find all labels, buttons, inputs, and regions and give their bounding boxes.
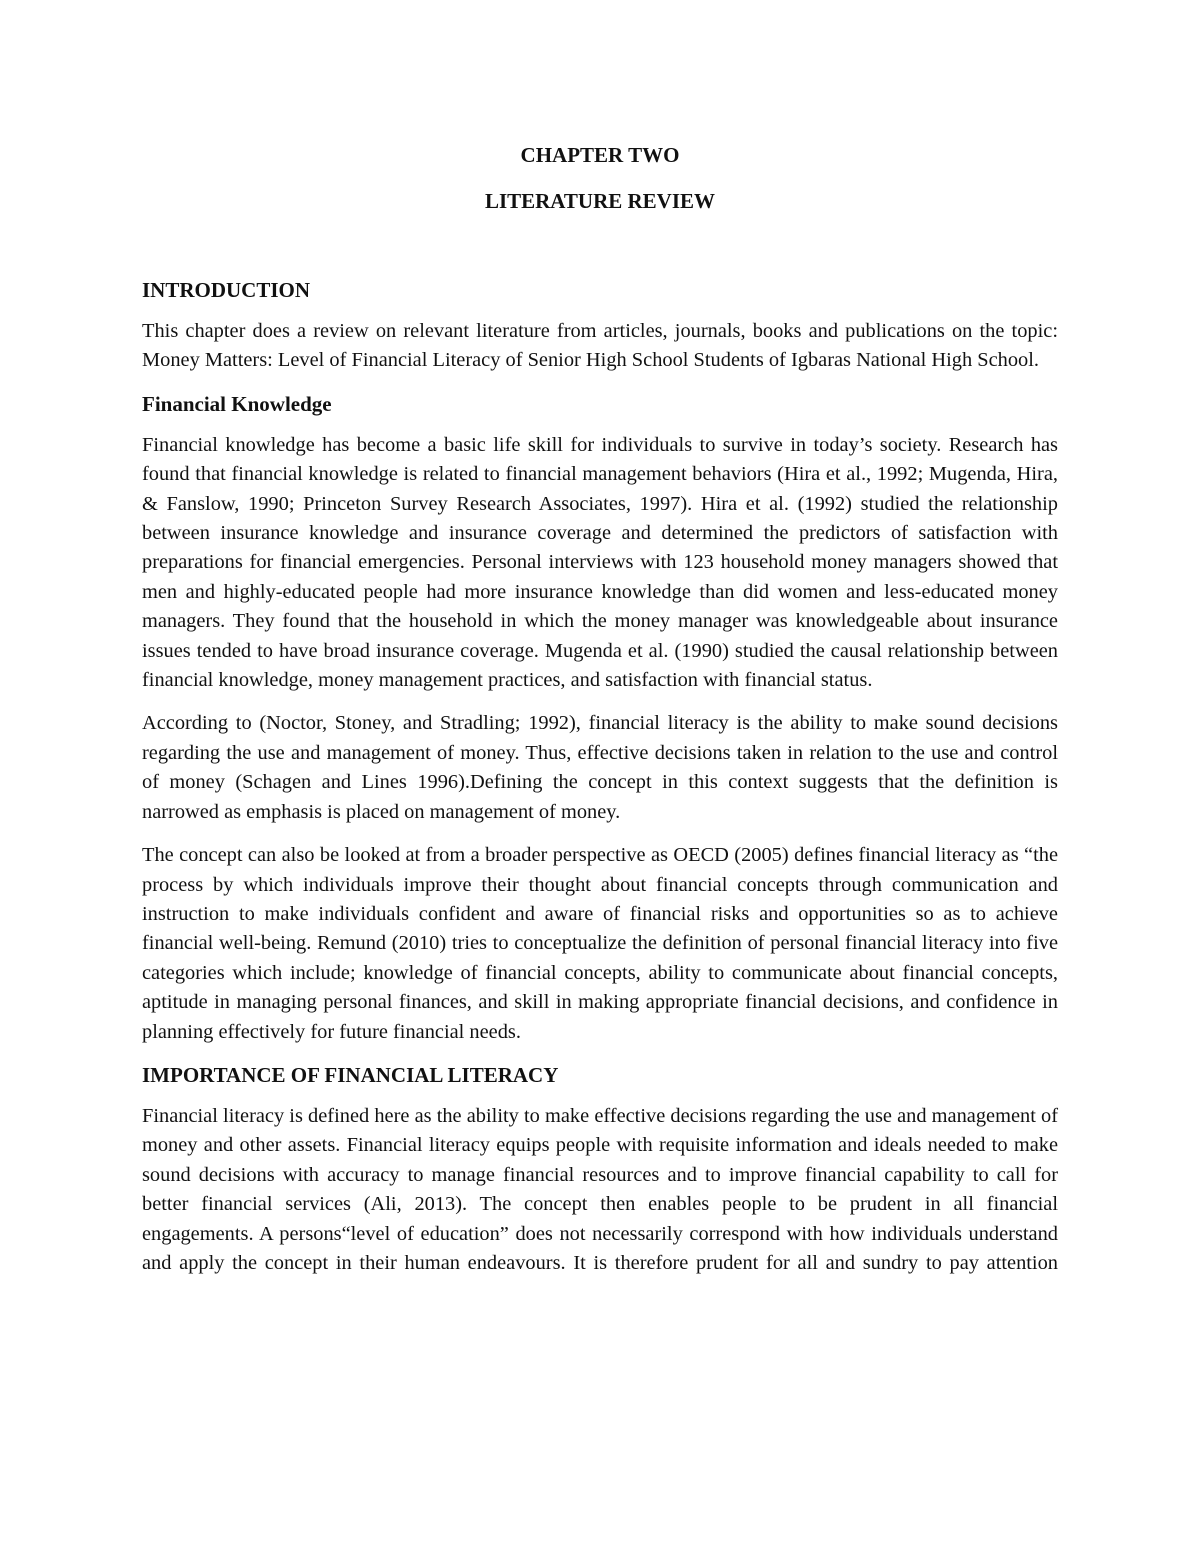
chapter-subtitle: LITERATURE REVIEW	[484, 189, 716, 213]
paragraph: According to (Noctor, Stoney, and Stradling; 1992), financial literacy is the ability to make sound decisions regarding the use and management of money. Thus, effective decisions taken in relation to the use and control of money (Schagen and Lines 1996).Defining the concept in this context suggests that the definition is narrowed as emphasis is placed on management of money.	[142, 712, 1058, 823]
document-body	[142, 276, 1058, 1292]
section-heading-introduction: INTRODUCTION	[142, 278, 311, 302]
chapter-title: CHAPTER TWO	[520, 143, 680, 167]
section-heading-importance: IMPORTANCE OF FINANCIAL LITERACY	[142, 1062, 559, 1087]
paragraph: The concept can also be looked at from a broader perspective as OECD (2005) defines financial literacy as “the process by which individuals improve their thought about financial concepts through communication and instruction to make individuals confident and aware of financial risks and opportunities so as to achieve financial well-being. Remund (2010) tries to conceptualize the definition of personal financial literacy into five categories which include; knowledge of financial concepts, ability to communicate about financial concepts, aptitude in managing personal finances, and skill in making appropriate financial decisions, and confidence in planning effectively for future financial needs.	[142, 844, 1058, 1043]
paragraph: This chapter does a review on relevant literature from articles, journals, books and publications on the topic: Money Matters: Level of Financial Literacy of Senior High School Students of Igbaras National High School.	[142, 320, 1058, 372]
paragraph: Financial knowledge has become a basic life skill for individuals to survive in today’s society. Research has found that financial knowledge is related to financial management behaviors (Hira et al., 1992; Mugenda, Hira, & Fanslow, 1990; Princeton Survey Research Associates, 1997). Hira et al. (1992) studied the relationship between insurance knowledge and insurance coverage and determined the predictors of satisfaction with preparations for financial emergencies. Personal interviews with 123 household money managers showed that men and highly-educated people had more insurance knowledge than did women and less-educated money managers. They found that the household in which the money manager was knowledgeable about insurance issues tended to have broad insurance coverage. Mugenda et al. (1990) studied the causal relationship between financial knowledge, money management practices, and satisfaction with financial status.	[142, 433, 1058, 692]
section-heading-financial-knowledge: Financial Knowledge	[142, 391, 332, 416]
paragraph: Financial literacy is defined here as the ability to make effective decisions regarding the use and management of money and other assets. Financial literacy equips people with requisite information and ideals needed to make sound decisions with accuracy to manage financial resources and to improve financial capability to call for better financial services (Ali, 2013). The concept then enables people to be prudent in all financial engagements. A persons“level of education” does not necessarily correspond with how individuals understand and apply the concept in their human endeavours. It is therefore prudent for all and sundry to pay attention	[142, 1104, 1058, 1274]
